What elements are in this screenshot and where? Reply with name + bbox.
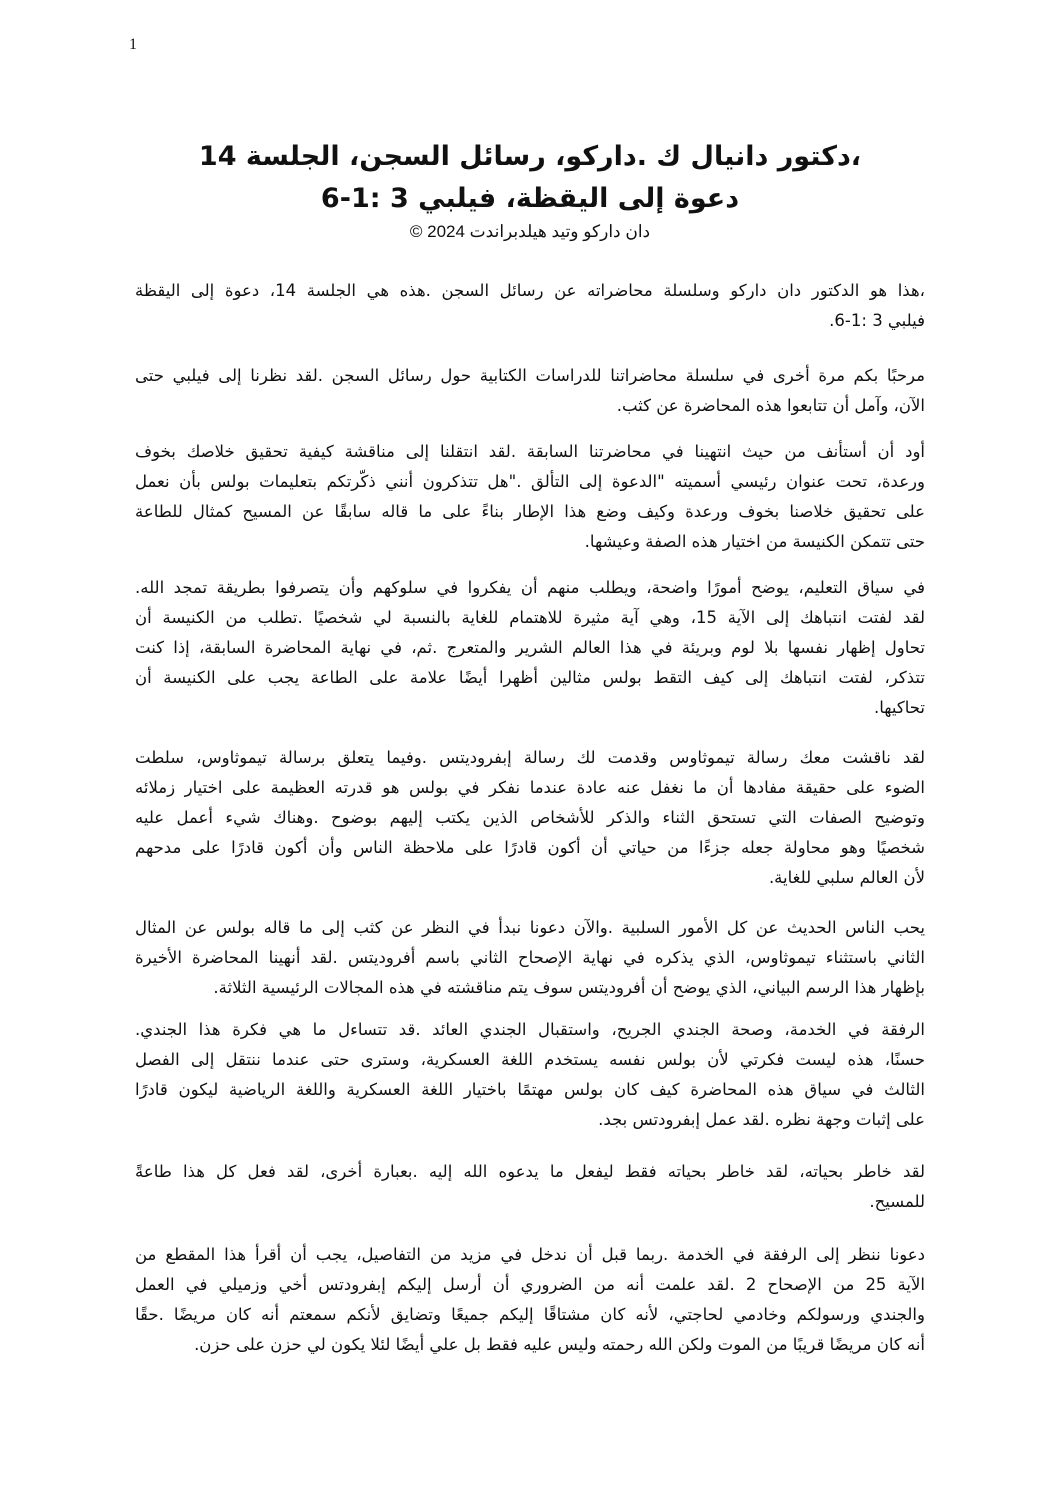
- text-line: الثالث في سياق هذه المحاضرة كيف كان بولس مهتمًا باختيار اللغة العسكرية واللغة الرياضية ليكون قادرًا: [135, 1080, 925, 1099]
- text-line: شخصيًا وهو محاولة جعله جزءًا من حياتي أن أكون قادرًا على ملاحظة الناس وأن أكون قادرًا على مدحهم: [135, 838, 925, 857]
- text-line: مرحبًا بكم مرة أخرى في سلسلة محاضراتنا للدراسات الكتابية حول رسائل السجن .لقد نظرنا إلى فيلبي حتى: [135, 366, 925, 385]
- text-line: في سياق التعليم، يوضح أمورًا واضحة، ويطلب منهم أن يفكروا في سلوكهم وأن يتصرفوا بطريقة تمجد الله.: [135, 578, 925, 597]
- paragraph: [135, 913, 925, 1003]
- text-line: أود أن أستأنف من حيث انتهينا في محاضرتنا السابقة .لقد انتقلنا إلى مناقشة كيفية تحقيق خلاصك بخوف: [135, 442, 925, 461]
- text-line: دعونا ننظر إلى الرفقة في الخدمة .ربما قبل أن ندخل في مزيد من التفاصيل، يجب أن أقرأ هذا المقطع من: [135, 1245, 925, 1264]
- paragraph: [135, 276, 925, 336]
- text-line: على إثبات وجهة نظره .لقد عمل إبفرودتس بجد.: [598, 1110, 925, 1129]
- paragraph: [135, 361, 925, 421]
- paragraph: [135, 1015, 925, 1135]
- text-line: والجندي ورسولكم وخادمي لحاجتي، لأنه كان مشتاقًا إليكم جميعًا وتضايق لأنكم سمعتم أنه كان مريضًا .حقًا: [135, 1305, 925, 1324]
- text-line: الآن، وآمل أن تتابعوا هذه المحاضرة عن كثب.: [616, 396, 925, 415]
- text-line: لقد لفتت انتباهك إلى الآية 15، وهي آية مثيرة للاهتمام للغاية بالنسبة لي شخصيًا .تطلب من الكنيسة أن: [135, 608, 925, 627]
- document-title: [130, 136, 930, 220]
- text-line: تحاول إظهار نفسها بلا لوم وبريئة في هذا العالم الشرير والمتعرج .ثم، في نهاية المحاضرة السابقة، إذا كنت: [135, 638, 925, 657]
- text-line: حتى تتمكن الكنيسة من اختيار هذه الصفة وعيشها.: [584, 532, 925, 551]
- text-line: الآية 25 من الإصحاح 2 .لقد علمت أنه من الضروري أن أرسل إليكم إبفرودتس أخي وزميلي في العمل: [135, 1275, 925, 1294]
- text-line: تتذكر، لفتت انتباهك إلى كيف التقط بولس مثالين أظهرا أيضًا علامة على الطاعة يجب على الكنيسة أن: [135, 668, 925, 687]
- text-line: حسنًا، هذه ليست فكرتي لأن بولس نفسه يستخدم اللغة العسكرية، وسترى حتى عندما ننتقل إلى الفصل: [135, 1050, 925, 1069]
- paragraph: [135, 1157, 925, 1217]
- text-line: على تحقيق خلاصنا بخوف ورعدة وكيف وضع هذا الإطار بناءً على ما قاله سابقًا عن المسيح كمثال للطاعة: [135, 502, 925, 521]
- text-line: الثاني باستثناء تيموثاوس، الذي يذكره في نهاية الإصحاح الثاني باسم أفروديتس .لقد أنهينا المحاضرة الأخيرة: [135, 948, 925, 967]
- text-line: للمسيح.: [869, 1192, 925, 1211]
- text-line: لأن العالم سلبي للغاية.: [768, 868, 925, 887]
- text-line: أنه كان مريضًا قريبًا من الموت ولكن الله رحمته وليس عليه فقط بل علي أيضًا لئلا يكون لي حزن على حزن.: [194, 1335, 925, 1354]
- title-line: ،دكتور دانيال ك .داركو، رسائل السجن، الجلسة 14: [198, 141, 862, 172]
- text-line: تحاكيها.: [874, 698, 925, 717]
- text-line: لقد ناقشت معك رسالة تيموثاوس وقدمت لك رسالة إبفروديتس .وفيما يتعلق برسالة تيموثاوس، سلطت: [135, 748, 925, 767]
- copyright-notice: دان داركو وتيد هيلدبراندت 2024 ©: [409, 222, 651, 241]
- text-line: الرفقة في الخدمة، وصحة الجندي الجريح، واستقبال الجندي العائد .قد تتساءل ما هي فكرة هذا الجندي.: [135, 1020, 925, 1039]
- page-number: 1: [129, 36, 137, 53]
- text-line: فيلبي 3 :1-6.: [829, 311, 925, 330]
- paragraph: [135, 573, 925, 723]
- text-line: بإظهار هذا الرسم البياني، الذي يوضح أن أفروديتس سوف يتم مناقشته في هذه المجالات الرئيسية الثلاثة.: [213, 978, 925, 997]
- paragraph: [135, 1240, 925, 1360]
- text-line: ورعدة، تحت عنوان رئيسي أسميته "الدعوة إلى التألق ."هل تتذكرون أنني ذكّرتكم بتعليمات بولس بأن نعمل: [135, 472, 925, 491]
- title-line: دعوة إلى اليقظة، فيلبي 3 :1-6: [320, 183, 740, 214]
- text-line: لقد خاطر بحياته، لقد خاطر بحياته فقط ليفعل ما يدعوه الله إليه .بعبارة أخرى، لقد فعل كل هذا طاعةً: [135, 1162, 925, 1181]
- paragraph: [135, 437, 925, 557]
- text-line: الضوء على حقيقة مفادها أن ما نغفل عنه عادة عندما نفكر في بولس هو قدرته العظيمة على اختيار زملائه: [135, 778, 925, 797]
- paragraph: [135, 743, 925, 893]
- text-line: ،هذا هو الدكتور دان داركو وسلسلة محاضراته عن رسائل السجن .هذه هي الجلسة 14، دعوة إلى اليقظة: [135, 281, 925, 300]
- text-line: وتوضيح الصفات التي تستحق الثناء والذكر للأشخاص الذين يكتب إليهم بوضوح .وهناك شيء أعمل عليه: [135, 808, 925, 827]
- text-line: يحب الناس الحديث عن كل الأمور السلبية .والآن دعونا نبدأ في النظر عن كثب إلى ما قاله بولس عن المثال: [135, 918, 925, 937]
